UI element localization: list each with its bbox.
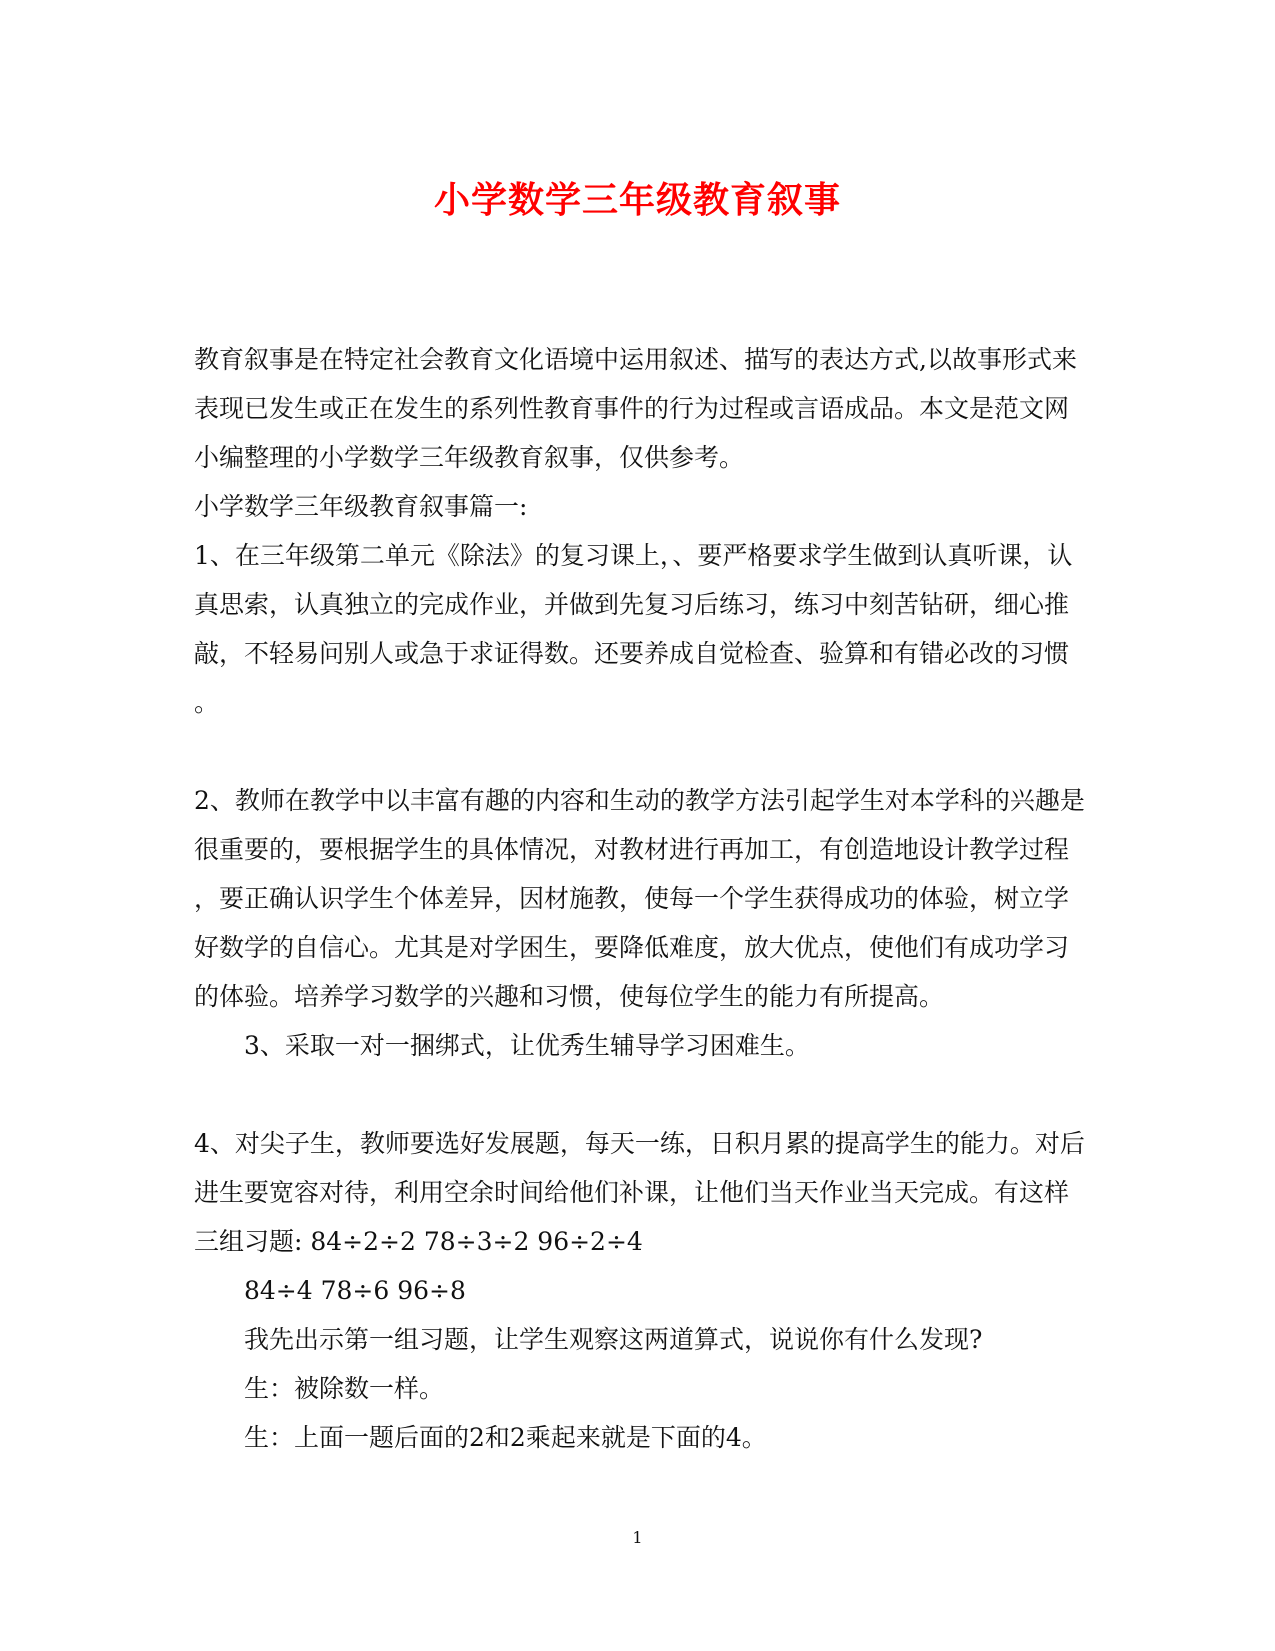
body-line: 敲，不轻易问别人或急于求证得数。还要养成自觉检查、验算和有错必改的习惯: [194, 639, 1070, 668]
body-line: 好数学的自信心。尤其是对学困生，要降低难度，放大优点，使他们有成功学习: [194, 933, 1070, 962]
exercise-line: 84÷4 78÷6 96÷8: [244, 1276, 466, 1305]
body-line: 4、对尖子生，教师要选好发展题，每天一练，日积月累的提高学生的能力。对后: [194, 1129, 1085, 1158]
body-line: 小编整理的小学数学三年级教育叙事，仅供参考。: [194, 443, 745, 472]
body-line: 3、采取一对一捆绑式，让优秀生辅导学习困难生。: [244, 1031, 810, 1060]
paragraph-gap: [194, 727, 1084, 776]
body-line: 很重要的，要根据学生的具体情况，对教材进行再加工，有创造地设计教学过程: [194, 835, 1070, 864]
body-line: 我先出示第一组习题，让学生观察这两道算式，说说你有什么发现?: [244, 1325, 983, 1354]
body-line: 教育叙事是在特定社会教育文化语境中运用叙述、描写的表达方式,以故事形式来: [194, 345, 1077, 374]
body-line: 真思索，认真独立的完成作业，并做到先复习后练习，练习中刻苦钻研，细心推: [194, 590, 1070, 619]
paragraph-gap: [194, 1070, 1084, 1119]
body-line: 的体验。培养学习数学的兴趣和习惯，使每位学生的能力有所提高。: [194, 982, 945, 1011]
body-line: 表现已发生或正在发生的系列性教育事件的行为过程或言语成品。本文是范文网: [194, 394, 1070, 423]
body-line: ，要正确认识学生个体差异，因材施教，使每一个学生获得成功的体验，树立学: [194, 884, 1070, 913]
page-number: 1: [632, 1528, 643, 1547]
document-title: 小学数学三年级教育叙事: [433, 179, 841, 221]
body-line: 进生要宽容对待，利用空余时间给他们补课，让他们当天作业当天完成。有这样: [194, 1178, 1070, 1207]
document-body: [194, 335, 1084, 1462]
body-line: 1、在三年级第二单元《除法》的复习课上，、要严格要求学生做到认真听课，认: [194, 541, 1073, 570]
body-line: 2、教师在教学中以丰富有趣的内容和生动的教学方法引起学生对本学科的兴趣是: [194, 786, 1085, 815]
body-line: 。: [194, 688, 220, 717]
exercise-line: 三组习题: 84÷2÷2 78÷3÷2 96÷2÷4: [194, 1227, 643, 1256]
body-line: 生：上面一题后面的2和2乘起来就是下面的4。: [244, 1423, 767, 1452]
section-heading: 小学数学三年级教育叙事篇一:: [194, 492, 528, 521]
body-line: 生：被除数一样。: [244, 1374, 445, 1403]
